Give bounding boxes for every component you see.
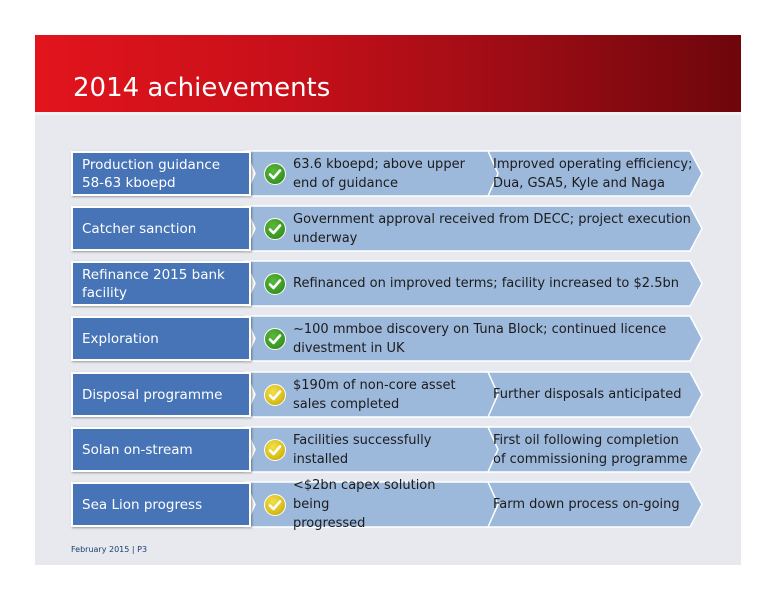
row-label-box (71, 206, 251, 251)
row-label-box (71, 372, 251, 417)
row-outlook: Farm down process on-going (493, 497, 680, 512)
row-result: 63.6 kboepd; above upper end of guidance (293, 156, 465, 191)
check-in-progress-icon (264, 494, 286, 516)
footer-page-info: February 2015 | P3 (71, 545, 148, 554)
row-label: Catcher sanction (82, 220, 197, 237)
achievement-row (35, 372, 741, 417)
row-result: Refinanced on improved terms; facility increased to $2.5bn (293, 276, 679, 291)
row-result-text (293, 316, 693, 361)
row-label-box (71, 482, 251, 527)
row-result: Facilities successfully installed (293, 432, 432, 467)
check-in-progress-icon (264, 384, 286, 406)
row-label-box (71, 261, 251, 306)
check-complete-icon (264, 163, 286, 185)
row-result-text (293, 372, 473, 417)
row-outlook-text (493, 151, 703, 196)
row-result-text (293, 206, 693, 251)
row-label: Production guidance 58-63 kboepd (82, 156, 221, 191)
row-result: <$2bn capex solution being progressed (293, 478, 436, 531)
title-divider (35, 112, 741, 115)
achievement-row (35, 261, 741, 306)
achievement-row (35, 478, 741, 531)
row-outlook-text (493, 482, 703, 527)
row-label-box (71, 151, 251, 196)
row-outlook: First oil following completion of commissioning programme (493, 432, 688, 467)
achievement-row (35, 206, 741, 251)
row-result: ~100 mmboe discovery on Tuna Block; continued licence divestment in UK (293, 321, 667, 356)
row-label-box (71, 427, 251, 472)
row-outlook-text (493, 372, 703, 417)
row-label: Solan on-stream (82, 441, 193, 458)
slide-title: 2014 achievements (73, 73, 331, 103)
title-bar (35, 35, 741, 112)
row-result-text (293, 478, 473, 531)
row-label: Exploration (82, 330, 159, 347)
row-label: Sea Lion progress (82, 496, 203, 513)
row-result-text (293, 261, 693, 306)
row-result-text (293, 151, 473, 196)
row-result: $190m of non-core asset sales completed (293, 377, 456, 412)
row-result: Government approval received from DECC; project execution underway (293, 211, 691, 246)
check-in-progress-icon (264, 439, 286, 461)
row-label-box (71, 316, 251, 361)
row-outlook: Further disposals anticipated (493, 387, 682, 402)
achievement-row (35, 316, 741, 361)
achievement-row (35, 427, 741, 472)
row-outlook-text (493, 427, 703, 472)
achievement-row (35, 151, 741, 196)
check-complete-icon (264, 328, 286, 350)
row-result-text (293, 427, 473, 472)
row-outlook: Improved operating efficiency; Dua, GSA5, Kyle and Naga (493, 156, 693, 191)
row-label: Disposal programme (82, 386, 223, 403)
slide (35, 35, 741, 565)
row-label: Refinance 2015 bank facility (82, 266, 225, 301)
check-complete-icon (264, 273, 286, 295)
check-complete-icon (264, 218, 286, 240)
